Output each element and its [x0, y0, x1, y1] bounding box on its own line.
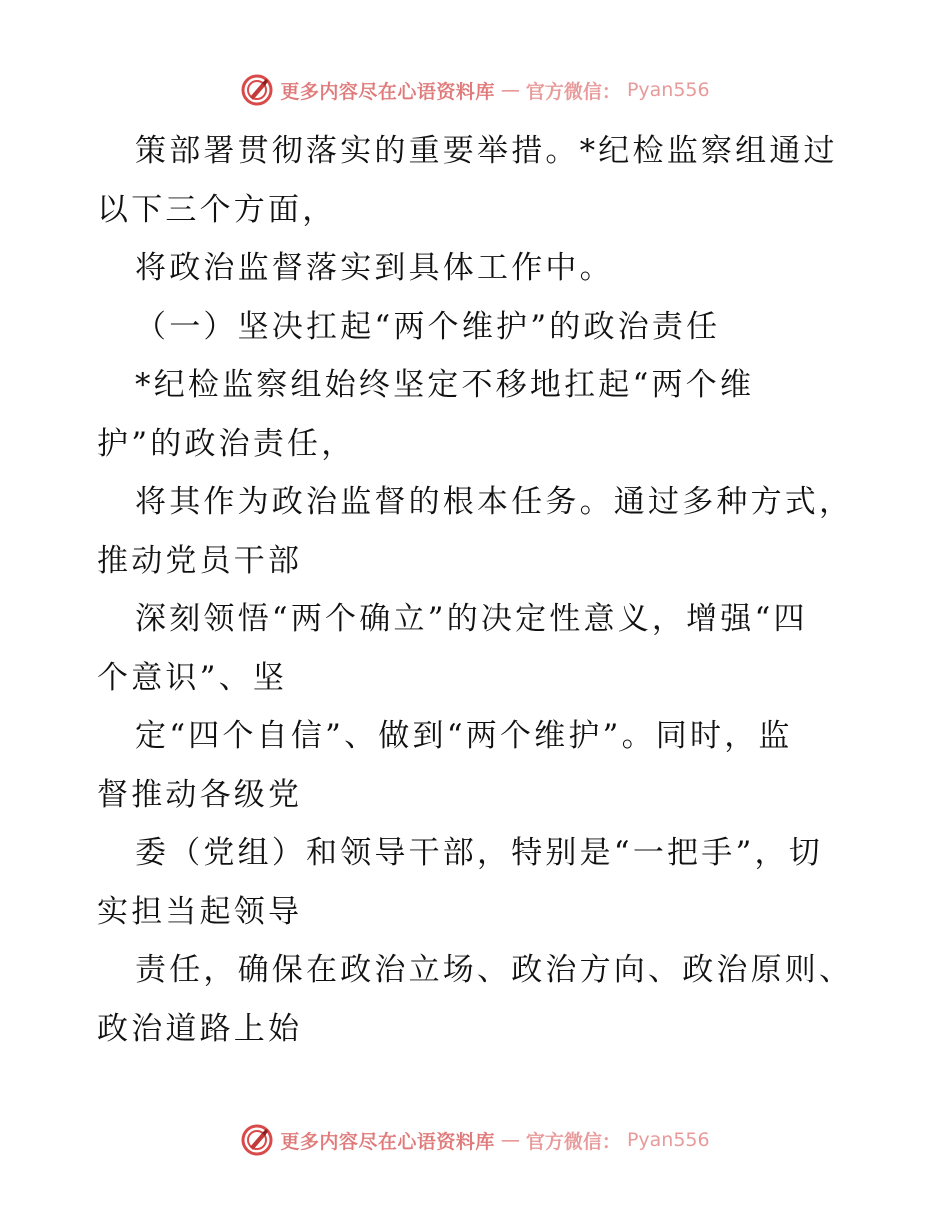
body-line: 将政治监督落实到具体工作中。 [135, 250, 614, 286]
document-body [97, 122, 857, 1058]
body-line: 以下三个方面， [97, 191, 337, 228]
watermark-dash: — [500, 79, 520, 101]
footer-watermark [0, 1120, 950, 1160]
body-line: 定“四个自信”、做到“两个维护”。同时，监 [135, 718, 793, 754]
body-line: 将其作为政治监督的根本任务。通过多种方式， [135, 484, 854, 520]
body-line: 委（党组）和领导干部，特别是“一把手”，切 [135, 835, 823, 871]
body-line: 督推动各级党 [97, 776, 303, 813]
body-line: 实担当起领导 [97, 893, 303, 930]
body-line: *纪检监察组始终坚定不移地扛起“两个维 [135, 367, 755, 403]
section-heading: （一）坚决扛起“两个维护”的政治责任 [135, 308, 721, 345]
body-line: 深刻领悟“两个确立”的决定性意义，增强“四 [135, 601, 808, 637]
pen-logo-icon [240, 1123, 274, 1157]
body-line: 推动党员干部 [97, 542, 303, 579]
body-line: 政治道路上始 [97, 1010, 303, 1047]
watermark-wechat-id: Pyan556 [626, 79, 710, 101]
watermark-wechat-id: Pyan556 [626, 1129, 710, 1151]
body-line: 责任，确保在政治立场、政治方向、政治原则、 [135, 952, 854, 988]
watermark-dash: — [500, 1129, 520, 1151]
watermark-wechat-label: 官方微信： [525, 1130, 621, 1153]
watermark-text: 更多内容尽在心语资料库 [280, 1130, 495, 1153]
watermark-text: 更多内容尽在心语资料库 [280, 80, 495, 103]
watermark-wechat-label: 官方微信： [525, 80, 621, 103]
header-watermark [0, 70, 950, 110]
body-line: 护”的政治责任， [97, 425, 356, 462]
body-line: 策部署贯彻落实的重要举措。*纪检监察组通过 [135, 133, 838, 169]
pen-logo-icon [240, 73, 274, 107]
body-line: 个意识”、坚 [97, 659, 288, 696]
